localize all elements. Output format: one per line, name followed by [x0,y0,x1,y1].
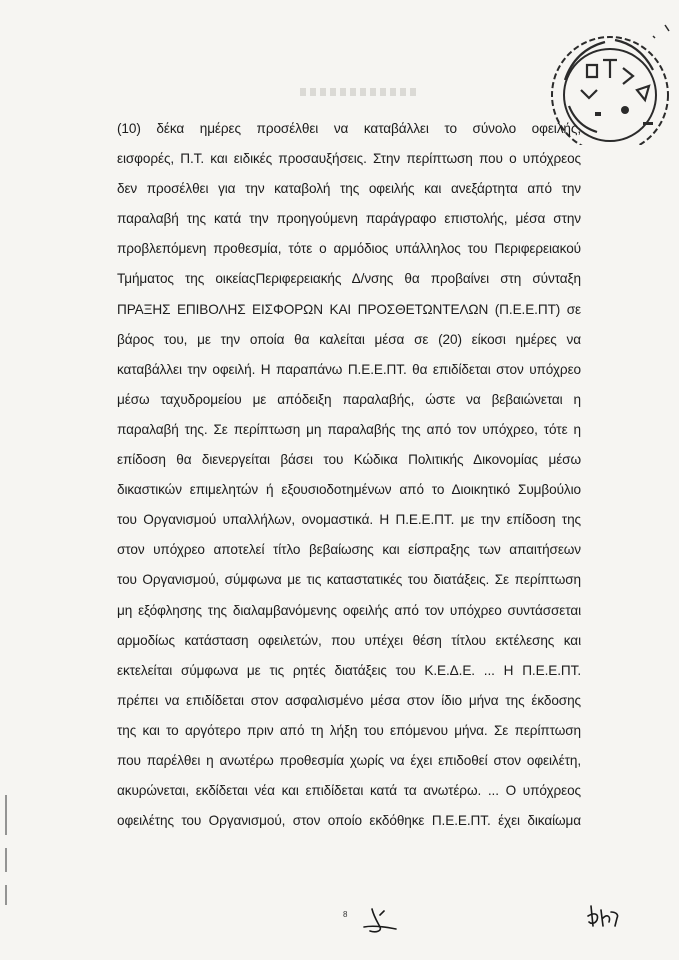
text-line: καταβάλλει την οφειλή. Η παραπάνω Π.Ε.Ε.ΠΤ. θα επιδίδεται στον υπόχρεο [117,361,581,377]
text-line: βάρος του, με την οποία θα καλείται μέσα σε (20) είκοσι ημέρες να [117,331,581,347]
text-line: της και το αργότερο πριν από τη λήξη του επόμενου μήνα. Σε περίπτωση [117,722,581,738]
initials-signature-icon [585,902,625,932]
text-line: μέσω ταχυδρομείου με απόδειξη παραλαβής, ώστε να βεβαιώνεται η [117,391,581,407]
text-line: ακυρώνεται, εκδίδεται νέα και επιδίδεται κατά τα ανωτέρω. ... Ο υπόχρεος [117,783,581,799]
text-line: επίδοση θα διενεργείται βάσει του Κώδικα Πολιτικής Δικονομίας μέσω [117,452,581,468]
text-line: που παρέλθει η ανωτέρω προθεσμία χωρίς να έχει επιδοθεί στον οφειλέτη, [117,752,581,768]
text-line: δεν προσέλθει για την καταβολή της οφειλής και ανεξάρτητα από την [117,181,581,197]
faint-header-remnant [300,88,420,96]
text-line: δικαστικών επιμελητών ή εξουσιοδοτημένων από το Διοικητικό Συμβούλιο [117,482,581,498]
text-line: εκτελείται σύμφωνα με τις ρητές διατάξεις του Κ.Ε.Δ.Ε. ... Η Π.Ε.Ε.ΠΤ. [117,662,581,678]
text-line: οφειλέτης του Οργανισμού, στον οποίο εκδόθηκε Π.Ε.Ε.ΠΤ. έχει δικαίωμα [117,813,581,829]
text-line: εισφορές, Π.Τ. και ειδικές προσαυξήσεις. Στην περίπτωση που ο υπόχρεος [117,151,581,167]
text-line: μη εξόφλησης της διαλαμβανόμενης οφειλής από τον υπόχρεο συντάσσεται [117,602,581,618]
text-line: του Οργανισμού, σύμφωνα με τις καταστατικές του διατάξεις. Σε περίπτωση [117,572,581,588]
body-text [117,114,581,836]
page-number: 8 [343,910,348,919]
text-line: αρμοδίως κατάσταση οφειλετών, που υπέχει θέση τίτλου εκτέλεσης και [117,632,581,648]
text-line: παραλαβή της. Σε περίπτωση μη παραλαβής της από τον υπόχρεο, τότε η [117,421,581,437]
text-line: παραλαβή της κατά την προηγούμενη παράγραφο επιστολής, μέσα στην [117,211,581,227]
text-line: στον υπόχρεο αποτελεί τίτλο βεβαίωσης και είσπραξης των απαιτήσεων [117,542,581,558]
signature-mark-icon [360,905,400,937]
text-line: Τμήματος της οικείαςΠεριφερειακής Δ/νσης θα προβαίνει στη σύνταξη [117,271,581,287]
margin-scan-marks [0,0,20,960]
text-line: ΠΡΑΞΗΣ ΕΠΙΒΟΛΗΣ ΕΙΣΦΟΡΩΝ ΚΑΙ ΠΡΟΣΘΕΤΩΝΤΕΛΩΝ (Π.Ε.Ε.ΠΤ) σε [117,301,581,317]
text-line: προβλεπόμενη προθεσμία, τότε ο αρμόδιος υπάλληλος του Περιφερειακού [117,241,581,257]
text-line: του Οργανισμού υπαλλήλων, ονομαστικά. Η Π.Ε.Ε.ΠΤ. με την επίδοση της [117,512,581,528]
text-line: (10) δέκα ημέρες προσέλθει να καταβάλλει το σύνολο οφειλής, [117,121,581,136]
text-line: πρέπει να επιδίδεται στον ασφαλισμένο μέσα στον ίδιο μήνα της έκδοσης [117,692,581,708]
